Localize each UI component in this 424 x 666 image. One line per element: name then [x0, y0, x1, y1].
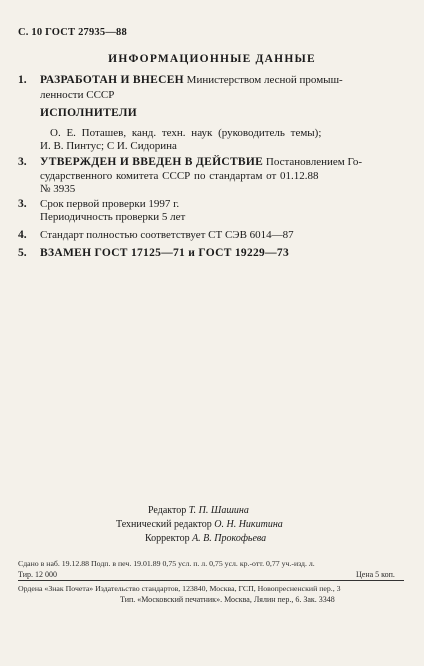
item-4-line-1: Стандарт полностью соответствует СТ СЭВ 6014—87	[40, 229, 294, 241]
item-3-number: 3.	[18, 198, 27, 210]
tech-editor-name: О. Н. Никитина	[214, 519, 283, 530]
tech-editor-label: Технический редактор	[116, 519, 212, 530]
item-2-number: 3.	[18, 156, 27, 168]
item-2-rest: Постановлением Го-	[265, 156, 363, 168]
executors-line-1: О. Е. Поташев, канд. техн. наук (руководитель темы);	[50, 127, 322, 139]
item-5-lead: ВЗАМЕН ГОСТ 17125—71 и ГОСТ 19229—73	[40, 247, 289, 259]
section-title: ИНФОРМАЦИОННЫЕ ДАННЫЕ	[108, 53, 316, 65]
item-2-line-2: сударственного комитета СССР по стандартам от 01.12.88	[40, 170, 319, 182]
item-2-line-1	[40, 156, 362, 168]
imprint-publisher: Ордена «Знак Почета» Издательство стандартов, 123840, Москва, ГСП, Новопресненский пер., 3	[18, 584, 341, 593]
item-2-lead: УТВЕРЖДЕН И ВВЕДЕН В ДЕЙСТВИЕ	[40, 156, 264, 168]
imprint-printer: Тип. «Московский печатник». Москва, Лялин пер., 6. Зак. 3348	[120, 595, 335, 604]
corrector-label: Корректор	[145, 533, 190, 544]
corrector-name: А. В. Прокофьева	[192, 533, 267, 544]
executors-heading: ИСПОЛНИТЕЛИ	[40, 107, 138, 119]
imprint-line-1: Сдано в наб. 19.12.88 Подп. в печ. 19.01.89 0,75 усл. п. л. 0,75 усл. кр.-отт. 0,77 уч.-изд. л.	[18, 559, 315, 568]
imprint-price: Цена 5 коп.	[356, 570, 395, 579]
tech-editor-credit	[116, 519, 283, 530]
item-3-line-2: Периодичность проверки 5 лет	[40, 211, 186, 223]
item-2-line-3: № 3935	[40, 183, 76, 195]
editor-credit	[148, 505, 249, 516]
item-3-line-1: Срок первой проверки 1997 г.	[40, 198, 180, 210]
item-5-number: 5.	[18, 247, 27, 259]
editor-name: Т. П. Шашина	[188, 505, 249, 516]
item-1-line-1	[40, 74, 343, 86]
editor-label: Редактор	[148, 505, 187, 516]
imprint-circulation: Тир. 12 000	[18, 570, 57, 579]
item-1-number: 1.	[18, 74, 27, 86]
executors-line-2: И. В. Пинтус; С И. Сидорина	[40, 140, 177, 152]
item-1-lead: РАЗРАБОТАН И ВНЕСЕН	[40, 74, 184, 86]
imprint-divider	[18, 580, 404, 581]
corrector-credit	[145, 533, 266, 544]
item-1-rest: Министерством лесной промыш-	[186, 74, 343, 86]
item-4-number: 4.	[18, 229, 27, 241]
item-1-line-2: ленности СССР	[40, 89, 115, 101]
page-header: С. 10 ГОСТ 27935—88	[18, 27, 127, 38]
